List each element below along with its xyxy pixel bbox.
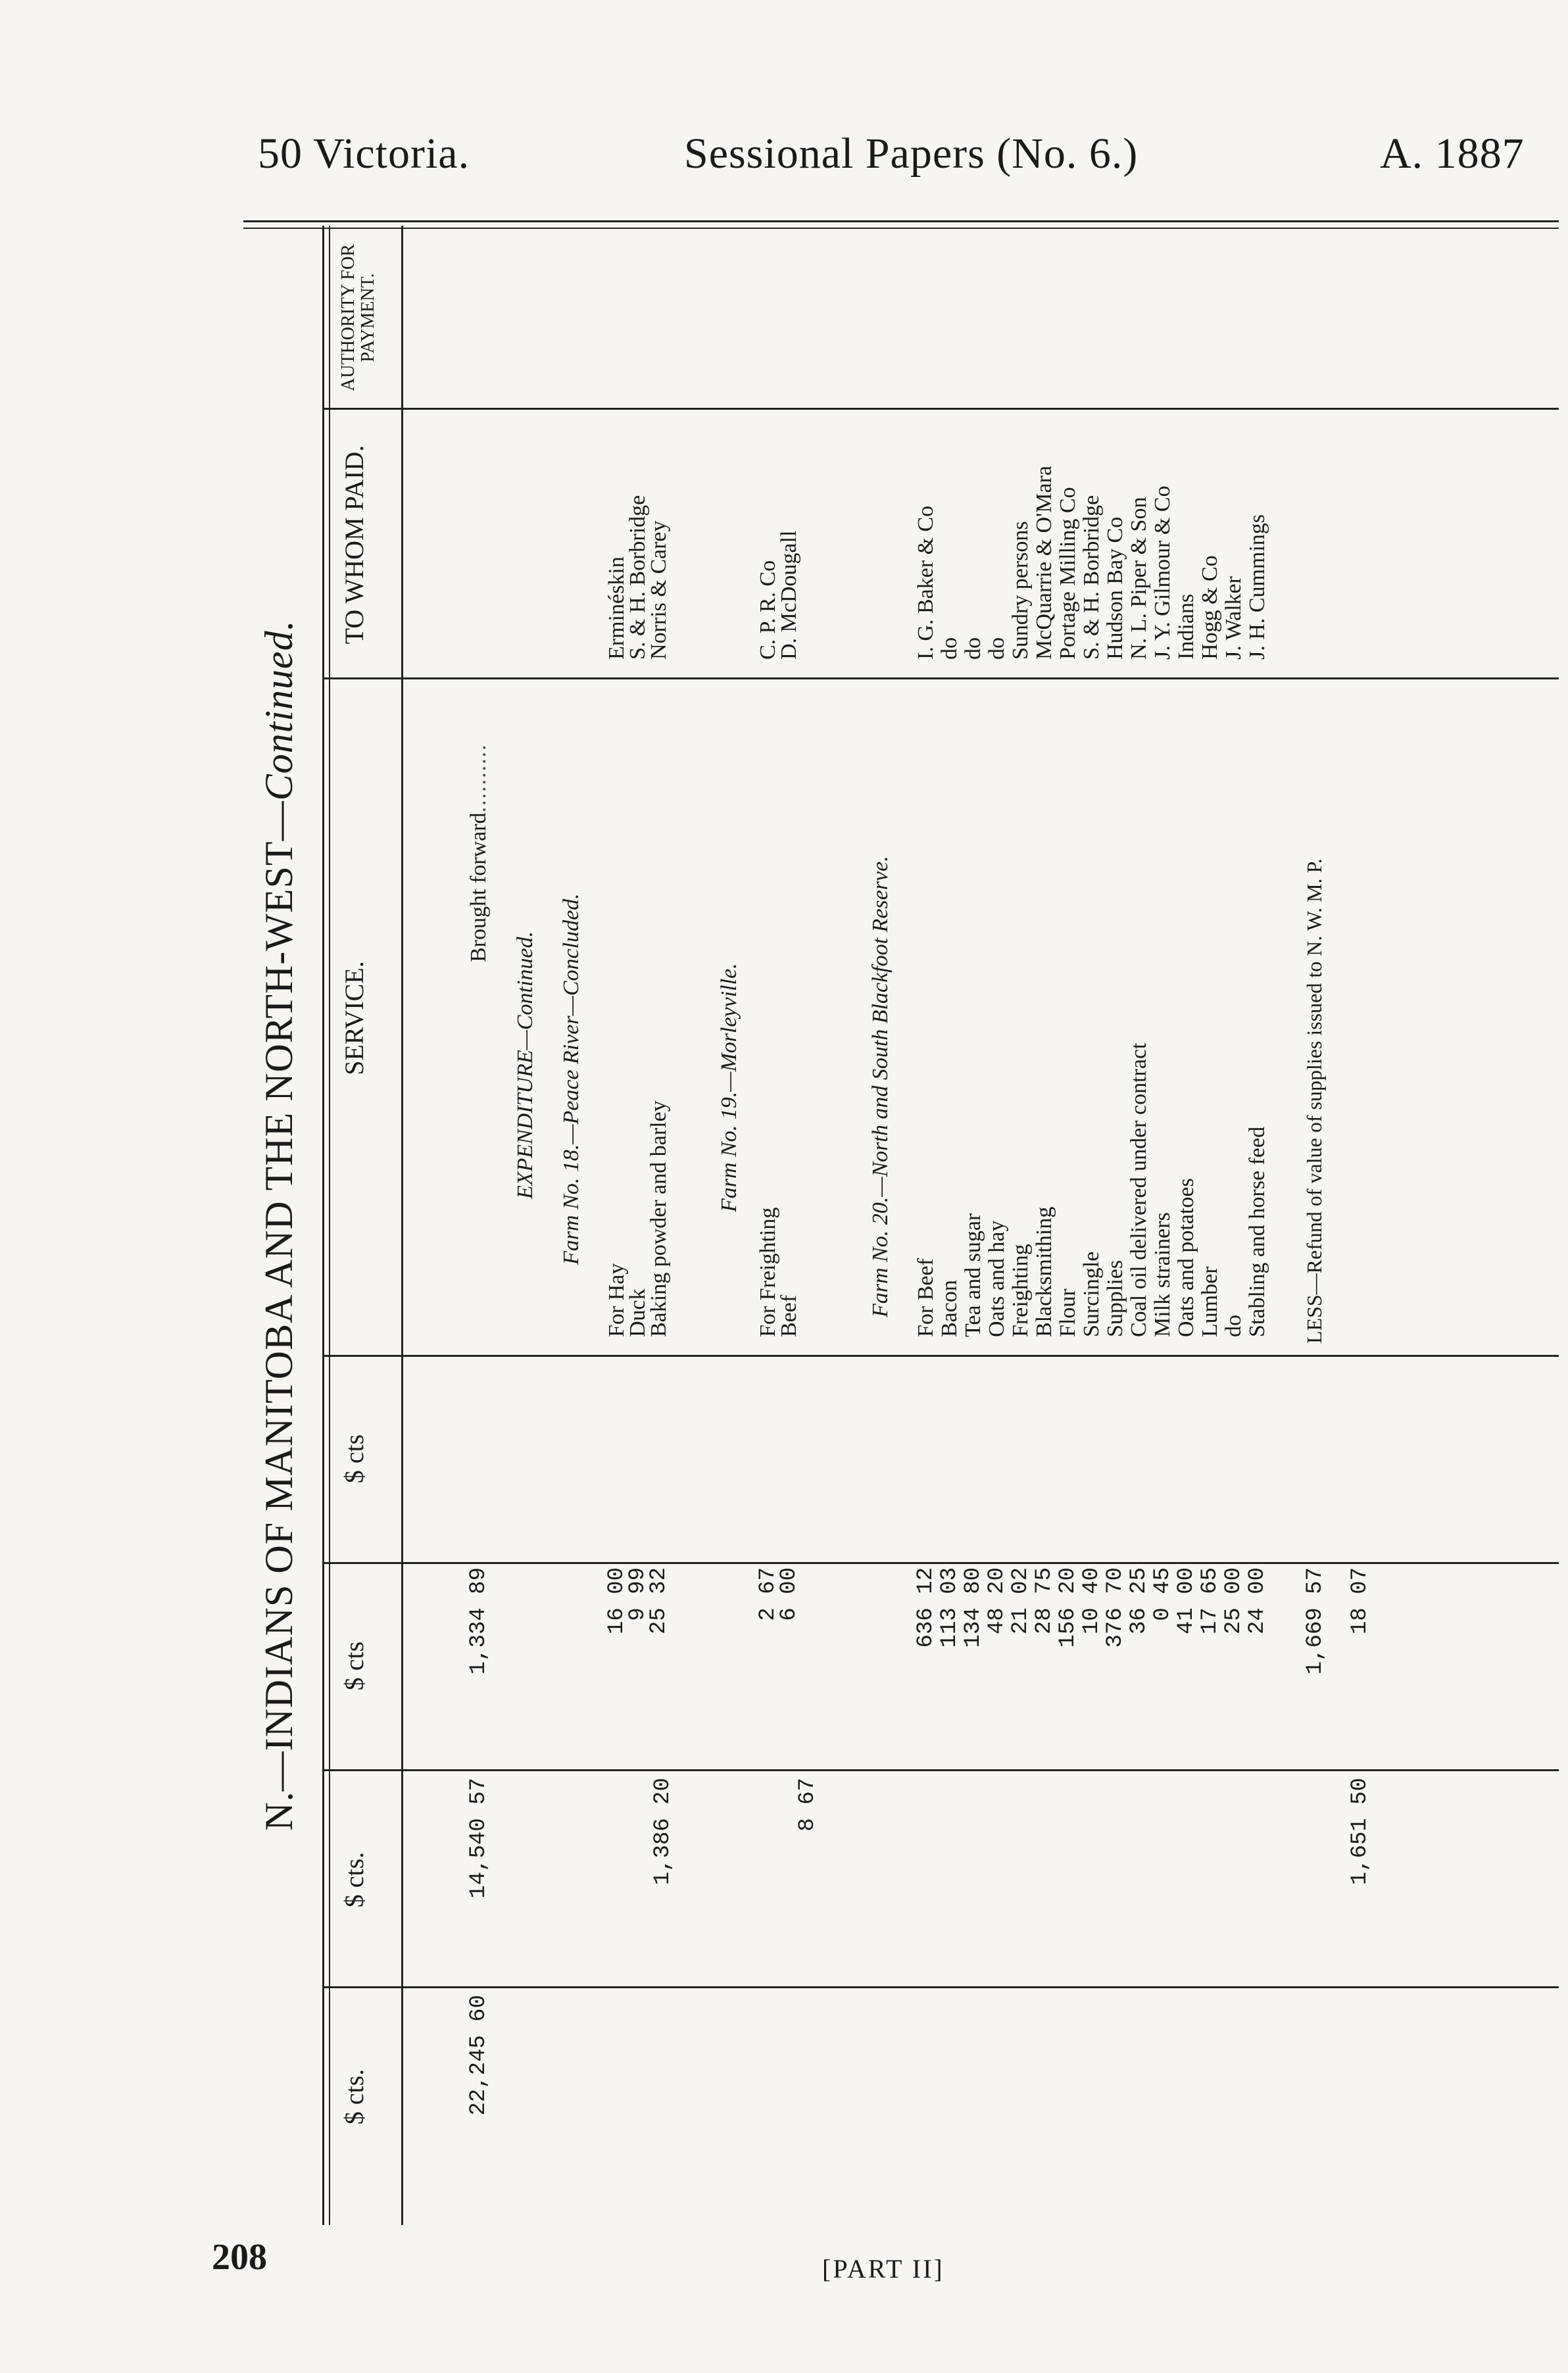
farm20-service: Flour xyxy=(1056,1288,1080,1337)
farm18-service: For Hay xyxy=(604,1263,629,1337)
farm20-whom: do xyxy=(937,637,962,660)
table-title xyxy=(257,226,302,2225)
farm20-amount: 10 40 xyxy=(1079,1567,1104,1635)
rotated-table xyxy=(230,226,1559,2225)
header-left: 50 Victoria. xyxy=(258,130,470,178)
part-label: [PART II] xyxy=(822,2254,944,2284)
header-whom: TO WHOM PAID. xyxy=(339,445,369,645)
farm20-service: Stabling and horse feed xyxy=(1245,1126,1269,1337)
farm18-whom: Erminéskin xyxy=(604,556,629,660)
farm20-amount: 134 80 xyxy=(961,1567,986,1648)
farm20-service: Blacksmithing xyxy=(1032,1206,1056,1337)
farm20-amount: 0 45 xyxy=(1150,1567,1175,1621)
farm18-whom: Norris & Carey xyxy=(647,520,671,660)
farm20-whom: I. G. Baker & Co xyxy=(914,505,938,660)
brought-forward-label: Brought forward.......... xyxy=(466,743,491,962)
farm20-amount: 25 00 xyxy=(1221,1567,1246,1635)
farm18-service: Baking powder and barley xyxy=(647,1100,671,1337)
farm20-service: Oats and hay xyxy=(985,1220,1009,1337)
farm20-amount: 113 03 xyxy=(937,1567,962,1648)
farm20-amount: 36 25 xyxy=(1127,1567,1152,1635)
farm20-service: do xyxy=(1221,1315,1246,1337)
farm20-amount: 24 00 xyxy=(1245,1567,1270,1635)
farm20-service: Milk strainers xyxy=(1150,1212,1175,1337)
page-number: 208 xyxy=(212,2237,267,2278)
expenditure-heading: EXPENDITURE—Continued. xyxy=(513,931,537,1199)
farm20-amount: 636 12 xyxy=(914,1567,939,1648)
farm20-amount: 156 20 xyxy=(1056,1567,1081,1648)
farm20-whom: J. H. Cummings xyxy=(1245,514,1269,660)
rotated-table-region xyxy=(230,226,1559,2225)
farm20-whom: Portage Milling Co xyxy=(1056,487,1080,660)
farm20-title: Farm No. 20.—North and South Blackfoot Reserve. xyxy=(868,856,893,1317)
farm18-service: Duck xyxy=(625,1288,650,1337)
farm20-service: Lumber xyxy=(1198,1266,1222,1337)
farm20-whom: J. Walker xyxy=(1221,576,1246,660)
farm20-service: Coal oil delivered under contract xyxy=(1127,1042,1151,1337)
farm20-subtotal: 1,669 57 xyxy=(1303,1567,1328,1675)
header-right: A. 1887 xyxy=(1380,130,1525,178)
farm20-whom: do xyxy=(961,637,985,660)
header-service: SERVICE. xyxy=(339,961,369,1075)
header-c2: $ cts xyxy=(339,1641,369,1691)
farm18-total: 1,386 20 xyxy=(650,1778,675,1886)
farm20-less-label: LESS—Refund of value of supplies issued to N. W. M. P. xyxy=(1302,858,1326,1344)
farm20-service: Oats and potatoes xyxy=(1174,1178,1198,1337)
farm19-amount: 6 00 xyxy=(777,1567,802,1621)
rule-header xyxy=(401,226,403,2225)
title-continued: Continued. xyxy=(257,620,301,801)
farm20-service: Tea and sugar xyxy=(961,1213,985,1337)
header-c3: $ cts. xyxy=(339,1851,369,1908)
farm20-whom: Sundry persons xyxy=(1008,521,1033,660)
farm18-whom: S. & H. Borbridge xyxy=(625,495,650,660)
title-main: N.—INDIANS OF MANITOBA AND THE NORTH-WEST— xyxy=(257,800,301,1831)
farm19-service: For Freighting xyxy=(756,1207,780,1337)
header-c4: $ cts. xyxy=(339,2068,369,2125)
header-c1: $ cts xyxy=(339,1434,369,1484)
farm19-total: 8 67 xyxy=(795,1778,820,1832)
col-sep-c2 xyxy=(322,1769,1559,1771)
farm19-title: Farm No. 19.—Morleyville. xyxy=(717,963,741,1212)
farm18-amount: 9 99 xyxy=(625,1567,650,1621)
farm20-amount: 17 65 xyxy=(1198,1567,1223,1635)
rule-top-2 xyxy=(329,226,330,2225)
brought-forward-c3: 14,540 57 xyxy=(466,1778,491,1899)
farm20-amount: 48 20 xyxy=(985,1567,1010,1635)
col-sep-service xyxy=(322,1355,1559,1357)
farm20-service: For Beef xyxy=(914,1258,938,1337)
col-sep-whom xyxy=(322,677,1559,679)
farm20-service: Bacon xyxy=(937,1280,962,1337)
farm18-amount: 16 00 xyxy=(604,1567,629,1635)
farm18-title: Farm No. 18.—Peace River—Concluded. xyxy=(559,893,583,1265)
farm20-amount: 376 70 xyxy=(1103,1567,1128,1648)
farm20-amount: 41 00 xyxy=(1174,1567,1199,1635)
brought-forward-c2: 1,334 89 xyxy=(466,1567,491,1675)
farm20-whom: Hudson Bay Co xyxy=(1103,516,1127,660)
farm20-total: 1,651 50 xyxy=(1348,1778,1373,1886)
farm20-service: Freighting xyxy=(1008,1244,1033,1337)
rule-top xyxy=(322,226,324,2225)
farm20-whom: do xyxy=(985,637,1009,660)
farm18-amount: 25 32 xyxy=(647,1567,672,1635)
farm20-whom: Indians xyxy=(1174,593,1198,660)
farm20-service: Supplies xyxy=(1103,1260,1127,1337)
col-sep-c1 xyxy=(322,1562,1559,1564)
farm20-whom: J. Y. Gilmour & Co xyxy=(1150,485,1175,660)
farm20-amount: 21 02 xyxy=(1008,1567,1033,1635)
header-center: Sessional Papers (No. 6.) xyxy=(684,130,1139,178)
header-authority: AUTHORITY FOR PAYMENT. xyxy=(338,244,378,391)
farm20-whom: Hogg & Co xyxy=(1198,555,1222,660)
farm19-amount: 2 67 xyxy=(756,1567,781,1621)
farm19-service: Beef xyxy=(777,1294,801,1337)
farm20-whom: N. L. Piper & Son xyxy=(1127,497,1151,660)
col-sep-c3 xyxy=(322,1986,1559,1988)
farm19-whom: D. McDougall xyxy=(777,530,801,660)
farm20-whom: S. & H. Borbridge xyxy=(1079,495,1104,660)
farm19-whom: C. P. R. Co xyxy=(756,560,780,660)
farm20-less-amount: 18 07 xyxy=(1348,1567,1373,1635)
farm20-service: Surcingle xyxy=(1079,1251,1104,1337)
farm20-whom: McQuarrie & O'Mara xyxy=(1032,465,1056,660)
col-sep-authority xyxy=(322,408,1559,410)
brought-forward-c4: 22,245 60 xyxy=(466,1995,491,2116)
farm20-amount: 28 75 xyxy=(1032,1567,1057,1635)
